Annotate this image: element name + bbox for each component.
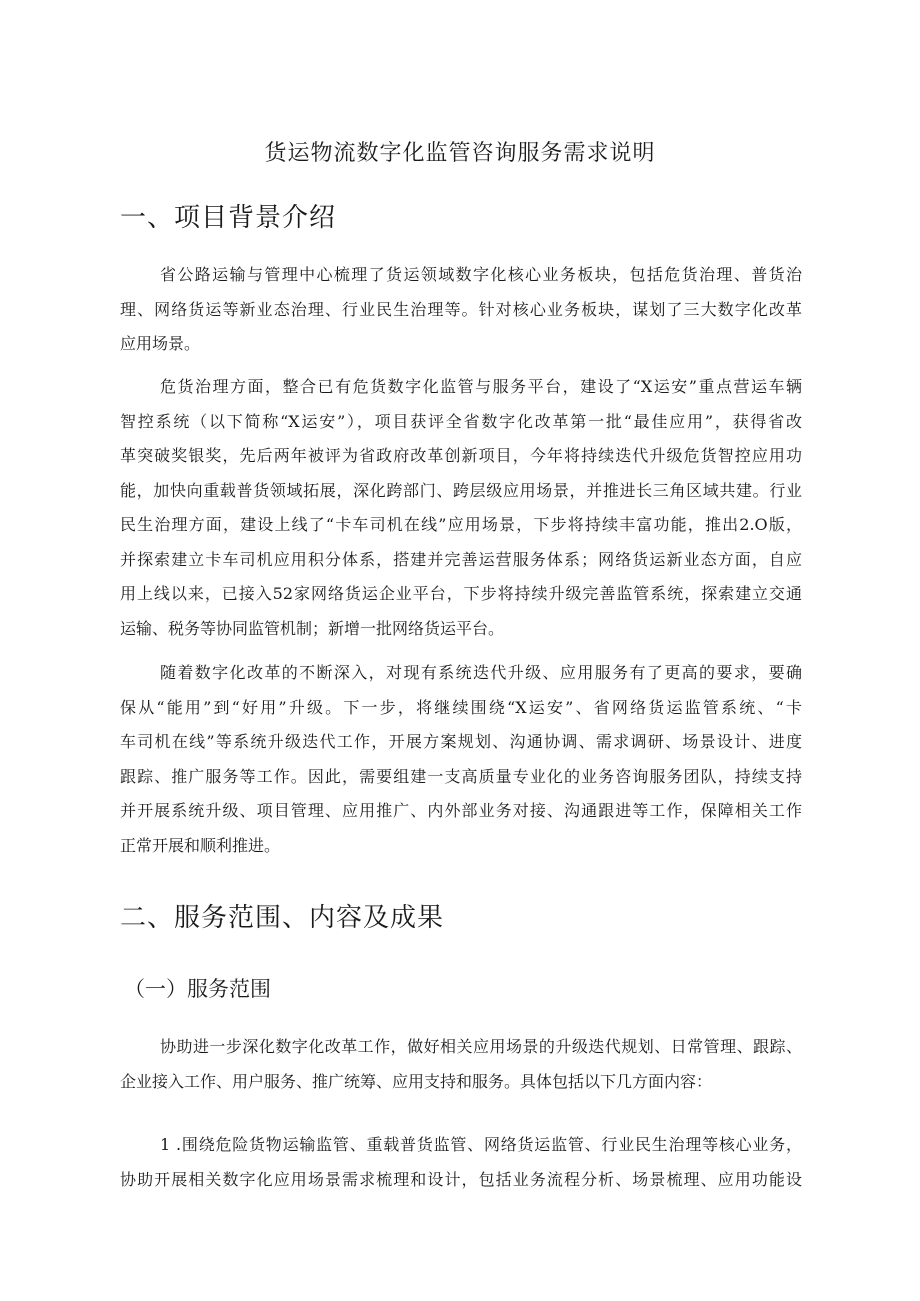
section-1-paragraph-2 <box>120 370 802 646</box>
text-line: 1 .围绕危险货物运输监管、重载普货监管、网络货运监管、行业民生治理等核心业务， <box>160 1135 802 1154</box>
text-line: 理、网络货运等新业态治理、行业民生治理等。针对核心业务板块，谋划了三大数字化改革 <box>120 299 802 319</box>
text-line: 随着数字化改革的不断深入，对现有系统迭代升级、应用服务有了更高的要求，要确 <box>160 663 802 682</box>
text-line: 能，加快向重载普货领域拓展，深化跨部门、跨层级应用场景，并推进长三角区域共建。行业 <box>120 480 802 500</box>
text-line: 应用场景。 <box>120 334 201 353</box>
text-line: 协助进一步深化数字化改革工作，做好相关应用场景的升级迭代规划、日常管理、跟踪、 <box>160 1037 802 1056</box>
section-2-heading: 二、服务范围、内容及成果 <box>120 903 445 933</box>
text-line: 用上线以来，已接入52家网络货运企业平台，下步将持续升级完善监管系统，探索建立交通 <box>120 584 802 603</box>
subsection-1-paragraph-2 <box>120 1128 802 1197</box>
text-line: 并开展系统升级、项目管理、应用推广、内外部业务对接、沟通跟进等工作，保障相关工作 <box>120 801 802 820</box>
text-line: 正常开展和顺利推进。 <box>120 835 281 855</box>
document-title: 货运物流数字化监管咨询服务需求说明 <box>264 141 656 166</box>
text-line: 协助开展相关数字化应用场景需求梳理和设计，包括业务流程分析、场景梳理、应用功能设 <box>120 1169 802 1189</box>
text-line: 企业接入工作、用户服务、推广统筹、应用支持和服务。具体包括以下几方面内容： <box>120 1071 713 1091</box>
text-line: 革突破奖银奖，先后两年被评为省政府改革创新项目，今年将持续迭代升级危货智控应用功 <box>120 446 802 465</box>
section-1-paragraph-3 <box>120 656 802 863</box>
section-1-heading: 一、项目背景介绍 <box>120 203 337 233</box>
text-line: 跟踪、推广服务等工作。因此，需要组建一支高质量专业化的业务咨询服务团队，持续支持 <box>120 766 802 786</box>
text-line: 省公路运输与管理中心梳理了货运领域数字化核心业务板块，包括危货治理、普货治 <box>160 265 802 284</box>
text-line: 并探索建立卡车司机应用积分体系，搭建并完善运营服务体系；网络货运新业态方面，自应 <box>120 549 802 569</box>
subsection-1-heading: （一）服务范围 <box>124 977 271 1001</box>
text-line: 运输、税务等协同监管机制；新增一批网络货运平台。 <box>120 618 505 638</box>
text-line: 危货治理方面，整合已有危货数字化监管与服务平台，建设了“X运安”重点营运车辆 <box>160 377 802 396</box>
text-line: 保从“能用”到“好用”升级。下一步，将继续围绕“X运安”、省网络货运监管系统、“卡 <box>120 697 802 717</box>
subsection-1-paragraph-1 <box>120 1030 802 1099</box>
text-line: 智控系统（以下简称“X运安”），项目获评全省数字化改革第一批“最佳应用”，获得省改 <box>120 411 802 431</box>
text-line: 车司机在线”等系统升级迭代工作，开展方案规划、沟通协调、需求调研、场景设计、进度 <box>120 732 802 751</box>
text-line: 民生治理方面，建设上线了“卡车司机在线”应用场景，下步将持续丰富功能，推出2.O版， <box>120 515 802 534</box>
section-1-paragraph-1 <box>120 258 802 362</box>
